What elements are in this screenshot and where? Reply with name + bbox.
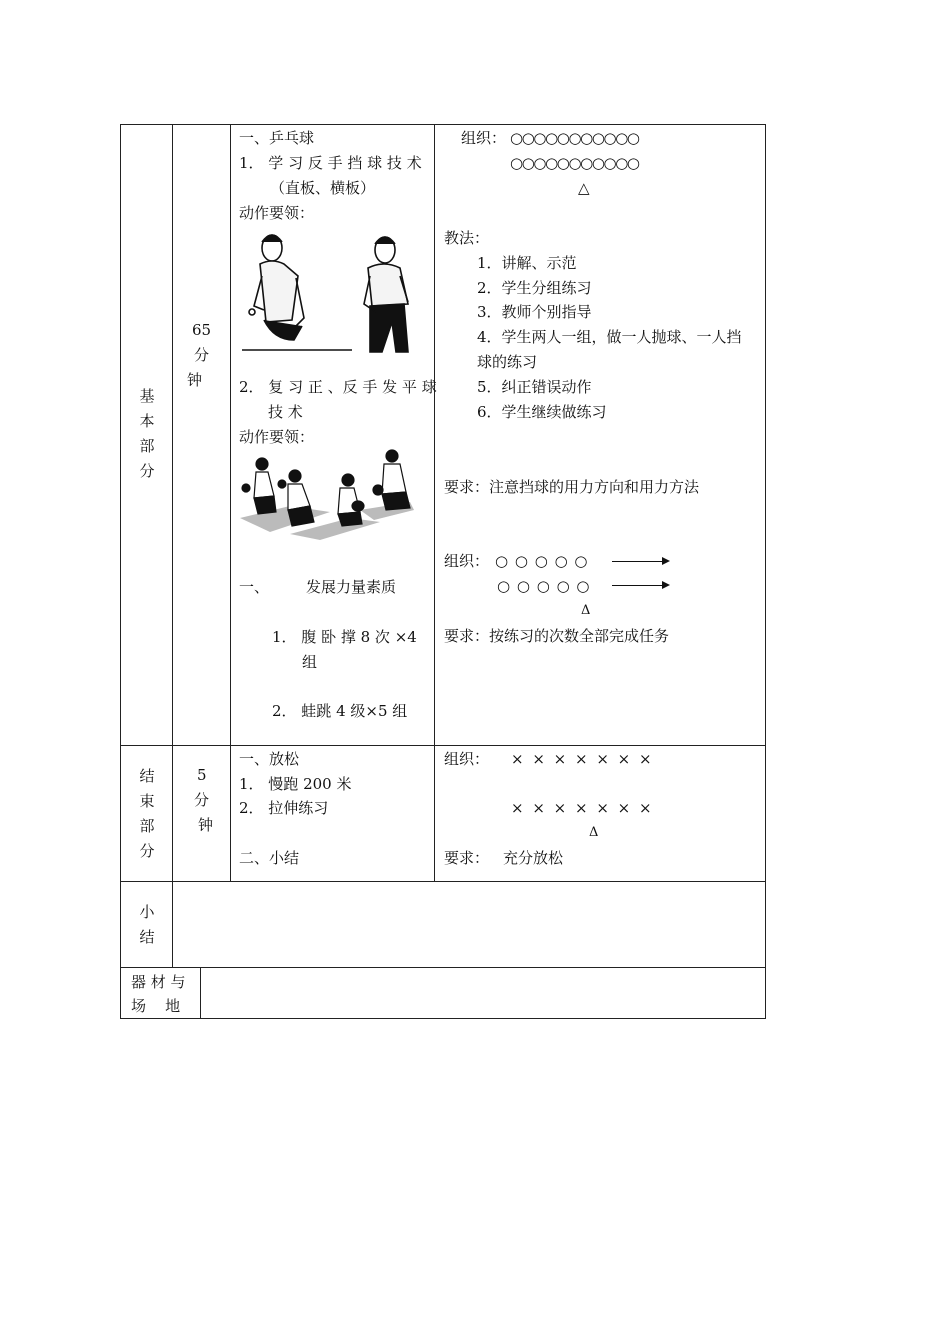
ending-heading-summary: 二、小结 [239,849,300,867]
content-heading-strength: 发展力量素质 [306,578,397,596]
ending-org-label: 组织： [444,750,490,768]
ending-heading-relax: 一、放松 [239,750,300,768]
basic-time-minutes: 65 [192,321,212,339]
teaching-step: 3．教师个别指导 [477,303,592,321]
ending-time-unit-2: 钟 [198,816,214,834]
content-pushups: 1． 腹 卧 撑 8 次 ×4 [272,628,417,646]
relay-row-2: ○ ○ ○ ○ ○ [497,577,591,595]
equipment-label-line2: 场 地 [131,997,181,1015]
table-border-right [765,124,766,1019]
teaching-step: 2．学生分组练习 [477,279,592,297]
teaching-step: 4．学生两人一组，做一人抛球、一人挡 [477,328,742,346]
equipment-label-line1: 器 材 与 [131,973,186,991]
row-divider-2 [120,881,766,882]
teaching-step-cont: 球的练习 [477,353,538,371]
formation-row-2: ○○○○○○○○○○○ [510,154,639,172]
backhand-block-illustration [240,228,420,356]
content-key-points-1: 动作要领： [239,204,315,222]
org-label-1: 组织： [461,129,507,147]
relay-row-1: ○ ○ ○ ○ ○ [495,552,589,570]
content-pushups-unit: 组 [302,653,318,671]
teaching-step: 6．学生继续做练习 [477,403,607,421]
content-item-1: 1． 学 习 反 手 挡 球 技 术 [239,154,422,172]
teaching-step: 1．讲解、示范 [477,254,577,272]
table-border-top [120,124,766,125]
basic-time-unit-2: 钟 [187,371,203,389]
ending-time-unit-1: 分 [194,791,210,809]
col-divider-3 [434,124,435,882]
serve-sequence-illustration [240,448,415,540]
content-heading-strength-num: 一、 [239,578,270,596]
ending-formation-row-1: × × × × × × × [511,750,654,768]
content-heading-pingpong: 一、乒乓球 [239,129,315,147]
row-divider-1 [120,745,766,746]
content-key-points-2: 动作要领： [239,428,315,446]
ending-teacher-position: Δ [589,825,599,840]
ending-section-label: 结束部分 [139,767,155,860]
table-border-bottom [120,1018,766,1019]
table-border-left [120,124,121,1019]
ending-item-jog: 1． 慢跑 200 米 [239,775,352,793]
relay-arrow-2 [612,585,668,586]
teaching-method-label: 教法： [444,229,490,247]
ending-time-minutes: 5 [197,766,207,784]
col-divider-1 [172,124,173,968]
content-frog-jump: 2． 蛙跳 4 级×5 组 [272,702,408,720]
content-item-2: 2． 复 习 正 、反 手 发 平 球 [239,378,437,396]
requirement-2: 要求：按练习的次数全部完成任务 [444,627,670,645]
relay-arrow-1 [612,561,668,562]
col-divider-equipment [200,967,201,1019]
ending-item-stretch: 2． 拉伸练习 [239,799,329,817]
content-item-2-sub: 技 术 [268,403,303,421]
org-label-2: 组织： [444,552,490,570]
formation-row-1: ○○○○○○○○○○○ [510,129,639,147]
basic-time-unit-1: 分 [194,346,210,364]
teacher-position-2: Δ [581,603,591,618]
summary-label: 小结 [139,903,155,946]
ending-requirement-label: 要求： [444,849,490,867]
teaching-step: 5．纠正错误动作 [477,378,592,396]
requirement-1: 要求：注意挡球的用力方向和用力方法 [444,478,700,496]
ending-requirement-value: 充分放松 [503,849,564,867]
basic-section-label: 基本部分 [139,387,155,480]
col-divider-2 [230,124,231,882]
ending-formation-row-2: × × × × × × × [511,799,654,817]
content-item-1-sub: （直板、横板） [270,179,376,197]
teacher-position-1: △ [578,179,590,197]
row-divider-3 [120,967,766,968]
